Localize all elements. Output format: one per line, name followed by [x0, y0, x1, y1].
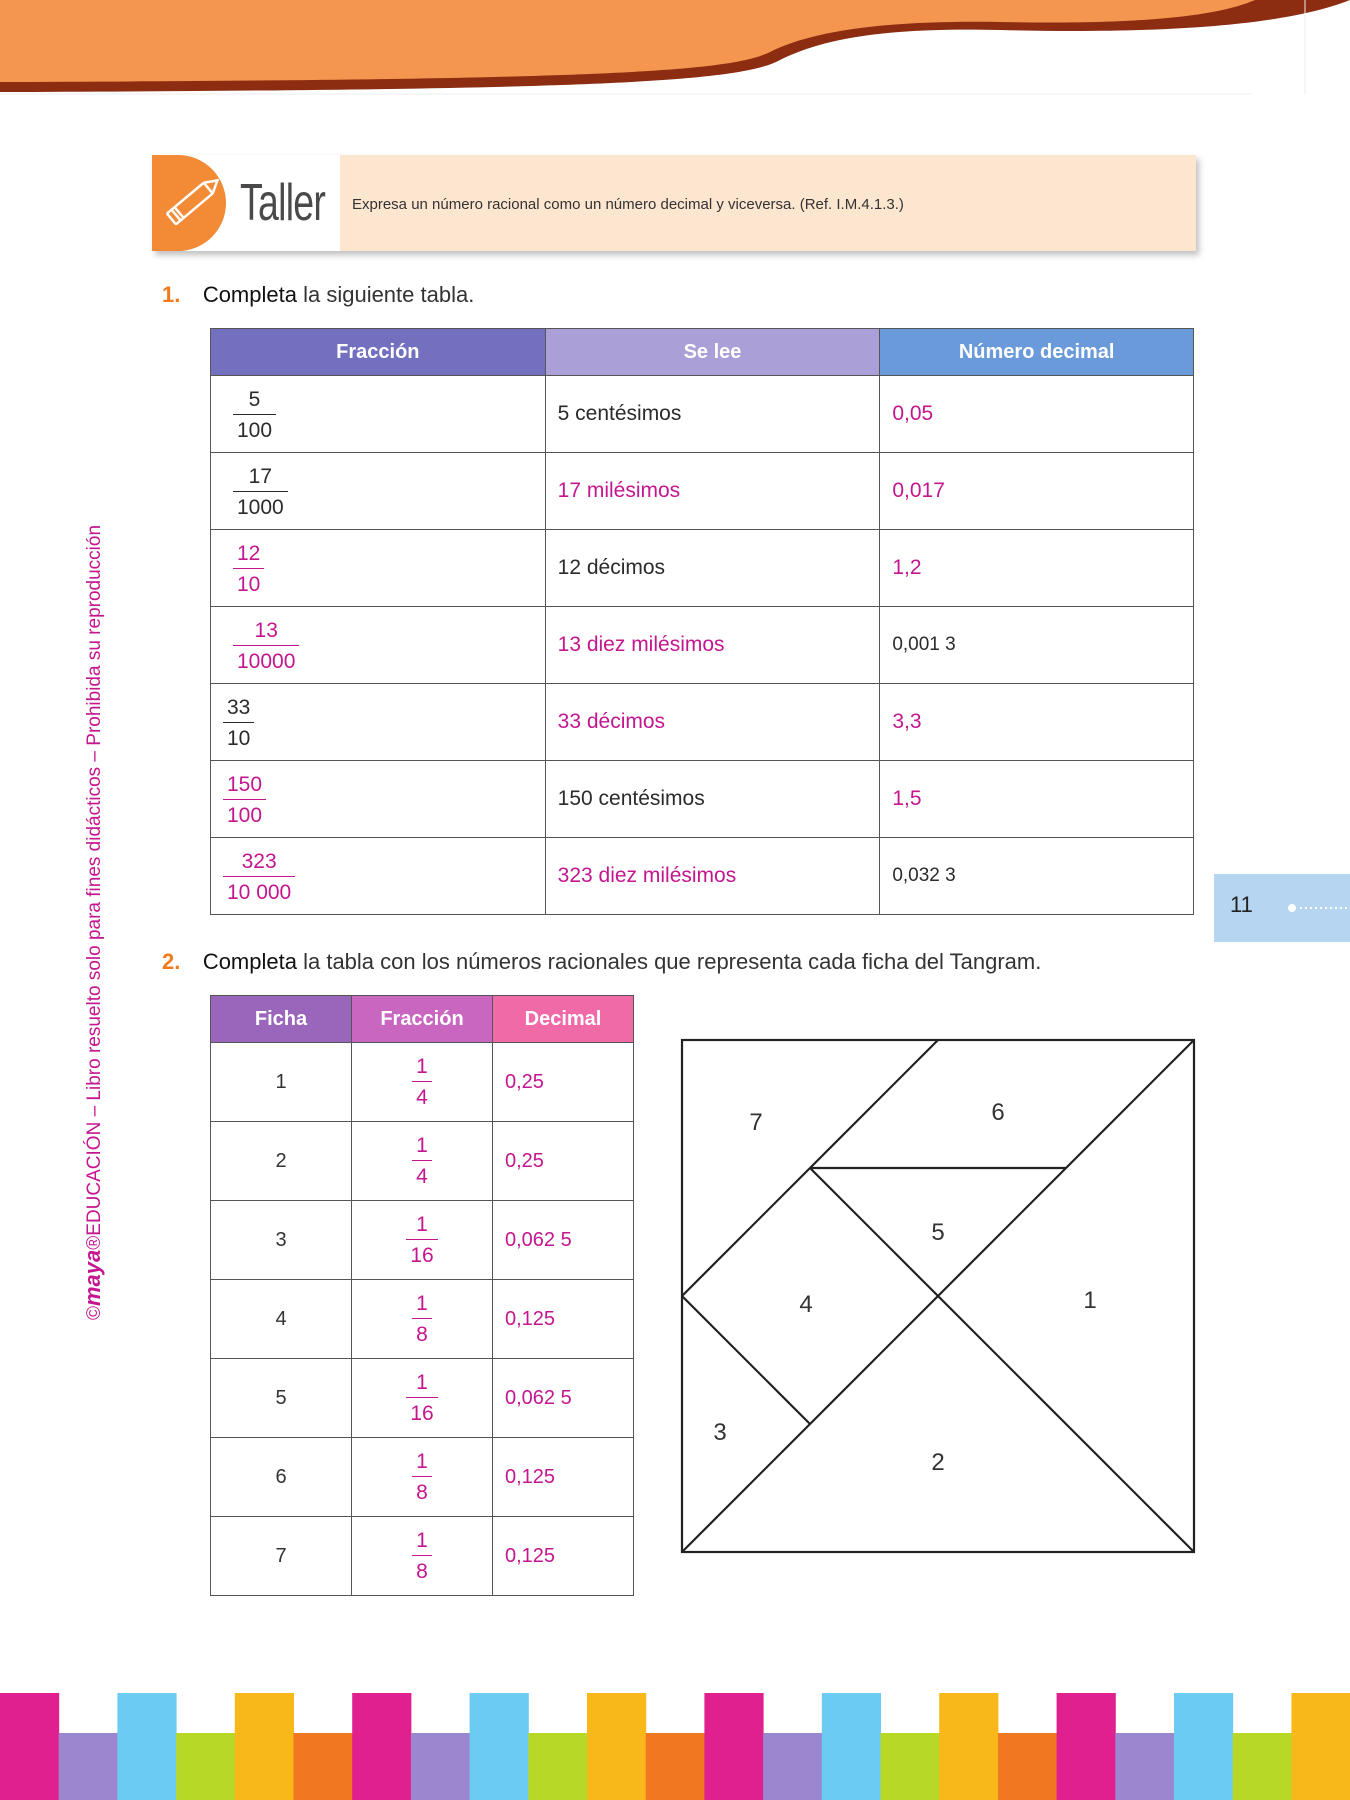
copyright-symbol: © — [84, 1306, 105, 1320]
tangram-edge — [682, 1168, 810, 1296]
fraction: $\frac{13}{10000}$ — [233, 620, 299, 672]
piece-cell: 4 — [211, 1280, 352, 1359]
fraction: $\frac{1}{4}$ — [412, 1135, 432, 1187]
decimal-cell: 0,05 — [880, 376, 1194, 453]
tangram-label-5: 5 — [931, 1219, 945, 1246]
tangram-table — [210, 995, 634, 1596]
fraction: $\frac{1}{16}$ — [406, 1372, 437, 1424]
strip-block — [1174, 1693, 1233, 1800]
tangram-edge — [810, 1040, 938, 1168]
decimal-cell: 0,062 5 — [493, 1201, 634, 1280]
strip-block — [0, 1693, 59, 1800]
decimal-cell: 0,25 — [493, 1122, 634, 1201]
reads-cell: 5 centésimos — [545, 376, 880, 453]
table-row — [211, 761, 1194, 838]
table-row — [211, 1517, 634, 1596]
strip-block — [881, 1733, 940, 1800]
table-row — [211, 1438, 634, 1517]
page-number: 11 — [1230, 892, 1253, 917]
table-row — [211, 1201, 634, 1280]
question-number: 2. — [162, 949, 181, 974]
tangram-edge — [682, 1296, 810, 1424]
decimal-cell: 0,125 — [493, 1280, 634, 1359]
fraction: $\frac{1}{4}$ — [412, 1056, 432, 1108]
piece-cell: 3 — [211, 1201, 352, 1280]
top-decorative-banner — [0, 0, 1350, 100]
fraction: $\frac{1}{16}$ — [406, 1214, 437, 1266]
question-text: la siguiente tabla. — [303, 282, 475, 307]
workshop-tab — [152, 155, 226, 251]
strip-block — [704, 1693, 763, 1800]
question-1-heading — [162, 282, 474, 308]
question-verb: Completa — [202, 282, 297, 307]
strip-block — [587, 1693, 646, 1800]
fraction: $\frac{1}{8}$ — [412, 1530, 432, 1582]
header-decimal: Número decimal — [880, 329, 1194, 376]
fraction: $\frac{12}{10}$ — [233, 543, 264, 595]
table-row — [211, 1359, 634, 1438]
strip-block — [1115, 1733, 1174, 1800]
decimal-cell: 0,001 3 — [880, 607, 1194, 684]
tangram-label-4: 4 — [799, 1291, 813, 1318]
fraction: $\frac{5}{100}$ — [233, 389, 276, 441]
header-fraction: Fracción — [211, 329, 546, 376]
copyright-side-note — [80, 525, 106, 1320]
strip-block — [939, 1693, 998, 1800]
fraction-decimal-table — [210, 328, 1194, 915]
fraction: $\frac{33}{10}$ — [223, 697, 254, 749]
piece-cell: 5 — [211, 1359, 352, 1438]
header-piece: Ficha — [211, 996, 352, 1043]
bottom-decorative-strip — [0, 1693, 1350, 1800]
table-row — [211, 684, 1194, 761]
strip-block — [1291, 1693, 1350, 1800]
tangram-label-2: 2 — [931, 1449, 945, 1476]
decimal-cell: 0,062 5 — [493, 1359, 634, 1438]
reads-cell: 17 milésimos — [545, 453, 880, 530]
decimal-cell: 0,017 — [880, 453, 1194, 530]
table-row — [211, 1280, 634, 1359]
decimal-cell: 0,125 — [493, 1517, 634, 1596]
table-header-row — [211, 329, 1194, 376]
piece-cell: 7 — [211, 1517, 352, 1596]
tangram-label-3: 3 — [713, 1419, 727, 1446]
question-text: la tabla con los números racionales que representa cada ficha del Tangram. — [303, 949, 1042, 974]
piece-cell: 6 — [211, 1438, 352, 1517]
fraction: $\frac{1}{8}$ — [412, 1293, 432, 1345]
strip-block — [763, 1733, 822, 1800]
pencil-icon — [152, 155, 226, 251]
strip-block — [998, 1733, 1057, 1800]
strip-block — [59, 1733, 118, 1800]
copyright-text: ®EDUCACIÓN – Libro resuelto solo para fines didácticos – Prohibida su reproducción — [84, 524, 105, 1250]
table-row — [211, 453, 1194, 530]
tangram-label-6: 6 — [991, 1099, 1005, 1126]
table-row — [211, 1043, 634, 1122]
workshop-description: Expresa un número racional como un número decimal y viceversa. (Ref. I.M.4.1.3.) — [352, 196, 904, 213]
tangram-label-1: 1 — [1083, 1287, 1097, 1314]
strip-block — [352, 1693, 411, 1800]
strip-block — [294, 1733, 353, 1800]
strip-block — [470, 1693, 529, 1800]
strip-block — [528, 1733, 587, 1800]
header-fraction: Fracción — [352, 996, 493, 1043]
table-row — [211, 530, 1194, 607]
piece-cell: 2 — [211, 1122, 352, 1201]
reads-cell: 323 diez milésimos — [545, 838, 880, 915]
tangram-edge — [810, 1168, 938, 1296]
reads-cell: 12 décimos — [545, 530, 880, 607]
table-row — [211, 1122, 634, 1201]
tangram-figure — [680, 1038, 1200, 1558]
strip-block — [822, 1693, 881, 1800]
fraction: $\frac{323}{10 000}$ — [223, 851, 295, 903]
strip-block — [1057, 1693, 1116, 1800]
decimal-cell: 0,032 3 — [880, 838, 1194, 915]
table-row — [211, 607, 1194, 684]
decimal-cell: 3,3 — [880, 684, 1194, 761]
question-2-heading — [162, 949, 1041, 975]
strip-block — [117, 1693, 176, 1800]
decimal-cell: 0,25 — [493, 1043, 634, 1122]
decimal-cell: 1,5 — [880, 761, 1194, 838]
reads-cell: 150 centésimos — [545, 761, 880, 838]
decimal-cell: 0,125 — [493, 1438, 634, 1517]
question-verb: Completa — [202, 949, 297, 974]
fraction: $\frac{17}{1000}$ — [233, 466, 288, 518]
header-reads: Se lee — [545, 329, 880, 376]
fraction: $\frac{1}{8}$ — [412, 1451, 432, 1503]
strip-block — [176, 1733, 235, 1800]
reads-cell: 33 décimos — [545, 684, 880, 761]
brand-name: maya — [80, 1249, 105, 1306]
table-row — [211, 838, 1194, 915]
reads-cell: 13 diez milésimos — [545, 607, 880, 684]
strip-block — [646, 1733, 705, 1800]
header-decimal: Decimal — [493, 996, 634, 1043]
fraction: $\frac{150}{100}$ — [223, 774, 266, 826]
table-header-row — [211, 996, 634, 1043]
tangram-edge — [938, 1296, 1194, 1552]
question-number: 1. — [162, 282, 181, 307]
strip-block — [411, 1733, 470, 1800]
workshop-title: Taller — [240, 174, 326, 232]
strip-block — [1233, 1733, 1292, 1800]
tangram-label-7: 7 — [749, 1109, 763, 1136]
decimal-cell: 1,2 — [880, 530, 1194, 607]
table-row — [211, 376, 1194, 453]
piece-cell: 1 — [211, 1043, 352, 1122]
strip-block — [235, 1693, 294, 1800]
